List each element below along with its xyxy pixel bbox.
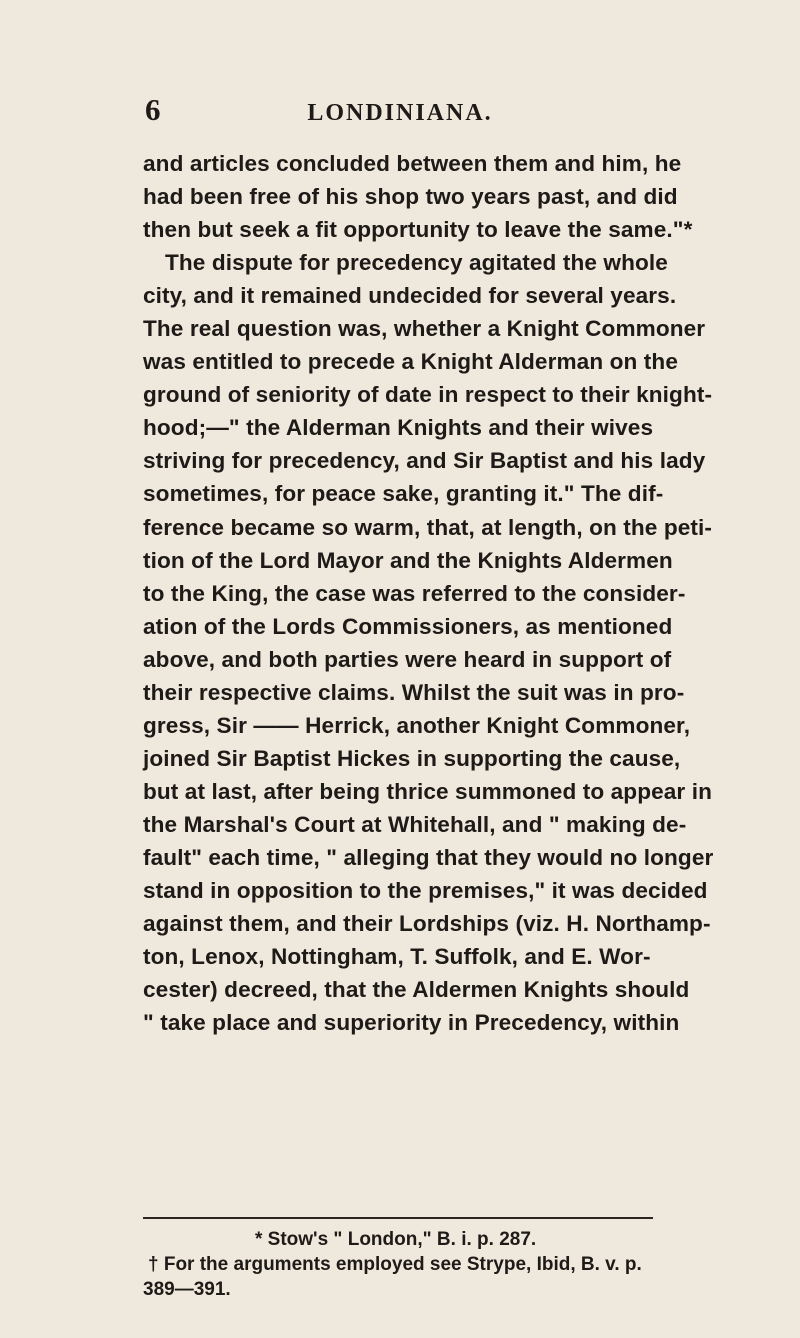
text-line: but at last, after being thrice summoned to appear in	[143, 778, 712, 804]
text-line: against them, and their Lordships (viz. H. Northamp-	[143, 911, 711, 937]
text-line: tion of the Lord Mayor and the Knights Aldermen	[143, 547, 673, 573]
running-title: LONDINIANA.	[307, 100, 493, 126]
page-header	[0, 92, 800, 132]
text-line: stand in opposition to the premises," it was decided	[143, 878, 708, 904]
text-line: The dispute for precedency agitated the whole	[165, 250, 668, 276]
text-line: the Marshal's Court at Whitehall, and " making de-	[143, 811, 687, 837]
text-line: was entitled to precede a Knight Alderman on the	[143, 349, 678, 375]
footnote-divider	[143, 1217, 653, 1219]
text-line: hood;—" the Alderman Knights and their wives	[143, 415, 654, 441]
text-line: The real question was, whether a Knight Commoner	[143, 316, 706, 342]
text-line: cester) decreed, that the Aldermen Knights should	[143, 977, 690, 1003]
text-line: then but seek a fit opportunity to leave the same."*	[143, 217, 693, 243]
text-line: fault" each time, " alleging that they would no longer	[143, 844, 714, 870]
text-line: their respective claims. Whilst the suit was in pro-	[143, 679, 685, 705]
footnotes	[143, 1227, 653, 1302]
page-number: 6	[145, 92, 161, 127]
text-line: ference became so warm, that, at length, on the peti-	[143, 514, 713, 540]
text-line: city, and it remained undecided for several years.	[143, 283, 677, 309]
text-line: gress, Sir —— Herrick, another Knight Commoner,	[143, 712, 691, 738]
text-line: striving for precedency, and Sir Baptist and his lady	[143, 448, 706, 474]
text-line: ation of the Lords Commissioners, as mentioned	[143, 613, 673, 639]
text-line: joined Sir Baptist Hickes in supporting the cause,	[143, 745, 681, 771]
text-line: had been free of his shop two years past, and did	[143, 184, 678, 210]
text-line: above, and both parties were heard in support of	[143, 646, 672, 672]
text-line: " take place and superiority in Precedency, within	[143, 1010, 680, 1036]
footnote-2: † For the arguments employed see Strype, Ibid, B. v. p.	[148, 1254, 642, 1275]
text-line: ton, Lenox, Nottingham, T. Suffolk, and E. Wor-	[143, 944, 651, 970]
text-line: to the King, the case was referred to the consider-	[143, 580, 686, 606]
footnote-2-continuation: 389—391.	[143, 1279, 231, 1300]
main-text	[143, 147, 714, 1039]
text-line: ground of seniority of date in respect to their knight-	[143, 382, 713, 408]
text-line: sometimes, for peace sake, granting it." The dif-	[143, 481, 664, 507]
text-line: and articles concluded between them and him, he	[143, 151, 682, 176]
footnote-1: * Stow's " London," B. i. p. 287.	[255, 1229, 537, 1250]
